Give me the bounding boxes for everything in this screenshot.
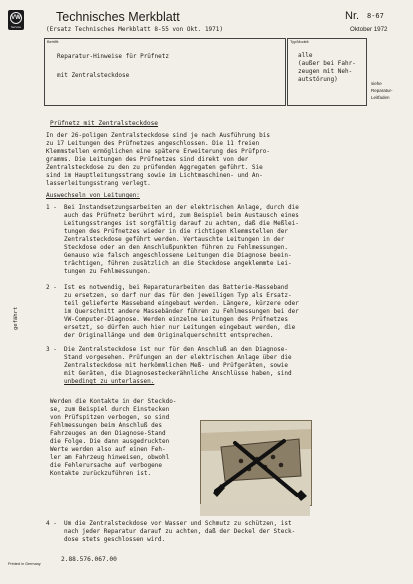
item-line: dose stets geschlossen wird. bbox=[64, 536, 166, 543]
item-line: Genauso wie falsch angeschlossene Leitungen die Diagnose beein- bbox=[64, 252, 292, 259]
intro-line: Zentralsteckdose zu den zu prüfenden Aggregaten geführt. Sie bbox=[46, 164, 263, 171]
item-line: trächtigen, führen zusätzlich an die Steckdose angeklemmte Lei- bbox=[64, 260, 292, 267]
socket-photo-svg bbox=[201, 421, 311, 505]
item-line: Stand vorgesehen. Prüfungen an der elektrischen Anlage über die bbox=[64, 354, 292, 361]
item-line: Zentralsteckdose geführt werden. Vertauschte Leitungen in der bbox=[64, 236, 285, 243]
nr-value: 8-67 bbox=[367, 12, 384, 20]
austausch-heading: Auswechseln von Leitungen: bbox=[46, 192, 140, 199]
contact-line: Fahrzeuges an den Diagnose-Stand bbox=[50, 430, 166, 437]
document-title: Technisches Merkblatt bbox=[56, 10, 180, 24]
item-line: unbedingt zu unterlassen. bbox=[64, 378, 155, 385]
item-line: im Querschnitt andere Massebänder führen zu Fehlmessungen bei der bbox=[64, 308, 299, 315]
item-line: mit Geräten, die Diagnosesteckerähnliche Anschlüsse haben, sind bbox=[64, 370, 292, 377]
contact-line: Werden die Kontakte in der Steckdo- bbox=[50, 398, 177, 405]
contact-line: die Folge. Die dann ausgedruckten bbox=[50, 438, 170, 445]
item-line: Zentralsteckdose mit herkömmlichen Meß- und Prüfgeräten, sowie bbox=[64, 362, 288, 369]
intro-line: Klemmstellen ermöglichen eine spätere Erweiterung des Prüfpro- bbox=[46, 148, 270, 155]
item-line: nach jeder Reparatur darauf zu achten, daß der Deckel der Steck- bbox=[64, 528, 296, 535]
item-line: ersetzt, so dürfen auch hier nur Leitungen eingebaut werden, die bbox=[64, 324, 296, 331]
intro-line: sind im Hauptleitungsstrang sowie im Lichtmaschinen- und An- bbox=[46, 172, 263, 179]
item-line: Um die Zentralsteckdose vor Wasser und Schmutz zu schützen, ist bbox=[64, 520, 292, 527]
item-line: VW-Computer-Diagnose. Werden einzelne Leitungen des Prüfnetzes bbox=[64, 316, 288, 323]
item-line: teil gelieferte Masseband eingebaut werden. Längere, kürzere oder bbox=[64, 300, 299, 307]
item-number: 2 - bbox=[46, 284, 57, 291]
logo-ring bbox=[10, 12, 22, 24]
side-note-line: Leitfaden bbox=[371, 95, 390, 100]
item-line: tungen zu Fehlmessungen. bbox=[64, 268, 151, 275]
betrifft-line: mit Zentralsteckdose bbox=[57, 72, 130, 79]
item-number: 3 - bbox=[46, 346, 57, 353]
item-line: Leitungsstranges ist sorgfältig darauf zu achten, daß die Meßlei- bbox=[64, 220, 299, 227]
section-heading: Prüfnetz mit Zentralsteckdose bbox=[50, 120, 159, 127]
item-line: Die Zentralsteckdose ist nur für den Anschluß an den Diagnose- bbox=[64, 346, 288, 353]
side-vertical-text: gefährt bbox=[13, 306, 19, 330]
item-line: tungen des Prüfnetzes wieder in die richtigen Klemmstellen der bbox=[64, 228, 288, 235]
betrifft-line: Reparatur-Hinweise für Prüfnetz bbox=[57, 53, 169, 60]
logo-brand: VW bbox=[11, 15, 21, 21]
socket-photo bbox=[200, 420, 312, 506]
item-line: Bei Instandsetzungsarbeiten an der elektrischen Anlage, durch die bbox=[64, 204, 299, 211]
contact-line: die Fehlerursache auf verbogene bbox=[50, 462, 162, 469]
typ-label: Typ/Modell: bbox=[290, 40, 310, 44]
betrifft-label: Betrifft: bbox=[47, 40, 59, 44]
footer-code: 2.88.576.067.00 bbox=[61, 556, 117, 563]
side-note-line: siehe bbox=[371, 81, 382, 86]
footer-small: Printed in Germany bbox=[8, 562, 41, 566]
item-number: 1 - bbox=[46, 204, 57, 211]
contact-line: ler am Fahrzeug hinweisen, obwohl bbox=[50, 454, 170, 461]
contact-line: Werte werden also auf einen Feh- bbox=[50, 446, 166, 453]
item-line: auch das Prüfnetz berührt wird, zum Beispiel beim Austausch eines bbox=[64, 212, 299, 219]
intro-line: gramms. Die Leitungen des Prüfnetzes sind direkt von der bbox=[46, 156, 249, 163]
typ-line: autstörung) bbox=[298, 76, 338, 83]
contact-line: Fehlmessungen beim Anschluß des bbox=[50, 422, 162, 429]
item-line: Ist es notwendig, bei Reparaturarbeiten das Batterie-Masseband bbox=[64, 284, 288, 291]
item-line: der Originallänge und dem Originalquerschnitt entsprechen. bbox=[64, 332, 274, 339]
document-date: Oktober 1972 bbox=[350, 26, 388, 33]
side-note-line: Reparatur- bbox=[371, 88, 393, 93]
intro-line: In der 26-poligen Zentralsteckdose sind je nach Ausführung bis bbox=[46, 132, 270, 139]
typ-line: alle bbox=[298, 52, 313, 59]
typ-line: (außer bei Fahr- bbox=[298, 60, 356, 67]
typ-line: zeugen mit Neh- bbox=[298, 68, 353, 75]
item-line: zu ersetzen, so darf nur das für den jeweiligen Typ als Ersatz- bbox=[64, 292, 292, 299]
item-line: Steckdose oder an den Anschlußpunkten führen zu Fehlmessungen. bbox=[64, 244, 288, 251]
vw-logo bbox=[8, 10, 24, 30]
photo-shadow bbox=[200, 504, 310, 516]
replacement-note: (Ersatz Technisches Merkblatt 8-55 von Okt. 1971) bbox=[46, 26, 224, 33]
contact-line: se, zum Beispiel durch Einstecken bbox=[50, 406, 170, 413]
item-number: 4 - bbox=[46, 520, 57, 527]
contact-line: Kontakte zurückzuführen ist. bbox=[50, 470, 152, 477]
intro-line: lasserleitungsstrang verlegt. bbox=[46, 180, 151, 187]
intro-line: zu 17 Leitungen des Prüfnetzes angeschlossen. Die 11 freien bbox=[46, 140, 260, 147]
nr-label: Nr. bbox=[345, 10, 360, 22]
logo-service-text: Service bbox=[10, 25, 21, 29]
contact-line: von Prüfspitzen verbogen, so sind bbox=[50, 414, 170, 421]
